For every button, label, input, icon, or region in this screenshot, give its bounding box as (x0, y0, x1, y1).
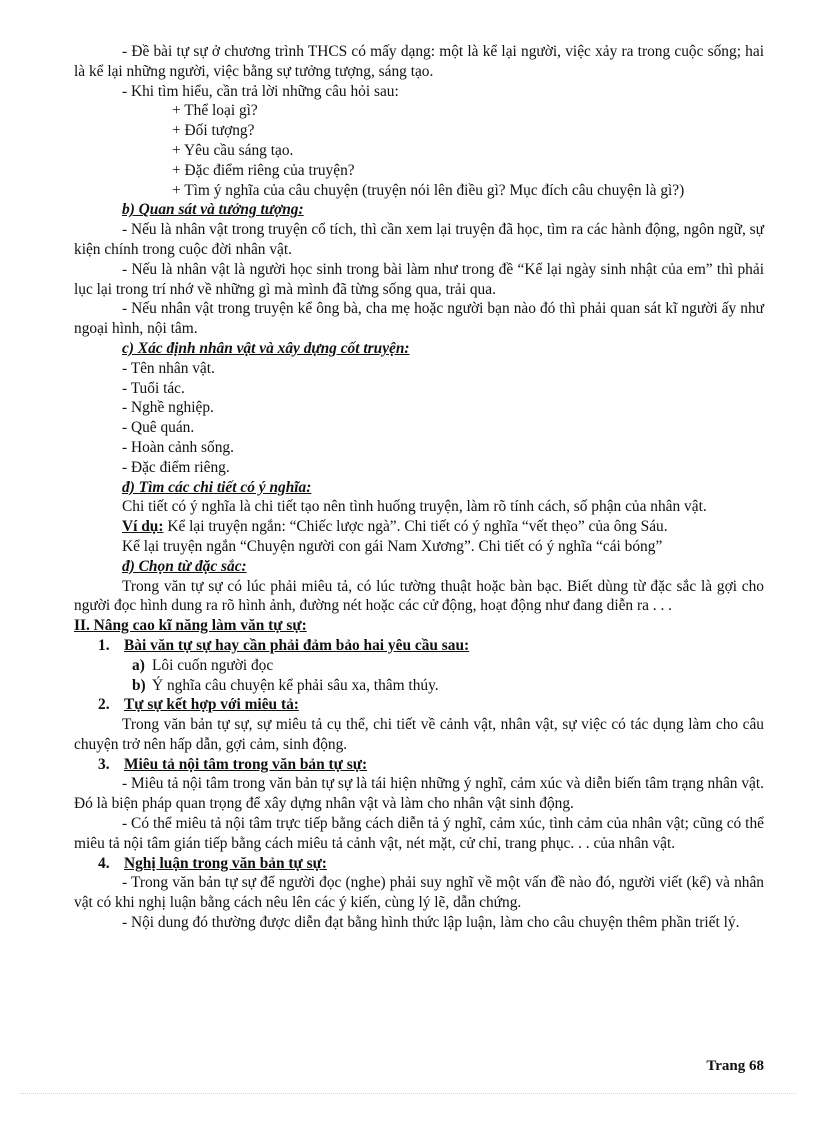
section-c-item: - Hoàn cảnh sống. (122, 438, 234, 456)
part-2-item-3-title: 3. Miêu tả nội tâm trong văn bản tự sự: (98, 755, 368, 773)
section-b-paragraph: - Nếu là nhân vật là người học sinh trong bài làm như trong đề “Kể lại ngày sinh nhật của em” thì phải lục lại trong trí nhớ về những gì mà mình đã từng sống qua, trải qua. (74, 260, 764, 298)
section-b-heading: b) Quan sát và tưởng tượng: (122, 201, 304, 219)
part-2-item-2-title: 2. Tự sự kết hợp với miêu tả: (98, 696, 299, 714)
part-2-item-1-sub: b) Ý nghĩa câu chuyện kể phải sâu xa, thâm thúy. (132, 676, 439, 694)
part-2-item-4-title: 4. Nghị luận trong văn bản tự sự: (98, 854, 327, 872)
question-item: + Đối tượng? (172, 122, 255, 140)
section-c-heading: c) Xác định nhân vật và xây dựng cốt truyện: (122, 339, 410, 357)
section-d-heading: đ) Tìm các chi tiết có ý nghĩa: (122, 478, 312, 496)
question-item: + Yêu cầu sáng tạo. (172, 141, 294, 159)
intro-paragraph-2: - Khi tìm hiểu, cần trả lời những câu hỏi sau: (122, 82, 399, 100)
question-item: + Đặc điểm riêng của truyện? (172, 161, 355, 179)
part-2-item-1-title: 1. Bài văn tự sự hay cần phải đảm bảo hai yêu cầu sau: (98, 636, 470, 654)
question-item: + Tìm ý nghĩa của câu chuyện (truyện nói lên điều gì? Mục đích câu chuyện là gì?) (172, 181, 685, 199)
part-2-item-3-paragraph: - Có thể miêu tả nội tâm trực tiếp bằng cách diễn tả ý nghĩ, cảm xúc, tình cảm của nhân vật; cũng có thể miêu tả nội tâm gián tiếp bằng cách miêu tả cảnh vật, nét mặt, cử chỉ, trang phục. . . của nhân vật. (74, 815, 764, 852)
part-2-item-3-paragraph: - Miêu tả nội tâm trong văn bản tự sự là tái hiện những ý nghĩ, cảm xúc và diễn biến tâm trạng nhân vật. Đó là biện pháp quan trọng để xây dựng nhân vật và làm cho nhân vật sinh động. (74, 775, 764, 813)
question-item: + Thể loại gì? (172, 102, 258, 120)
section-c-item: - Tên nhân vật. (122, 359, 215, 377)
section-b-paragraph: - Nếu là nhân vật trong truyện cổ tích, thì cần xem lại truyện đã học, tìm ra các hành động, ngôn ngữ, sự kiện chính trong cuộc đời nhân vật. (74, 221, 764, 258)
part-2-item-4-paragraph: - Nội dung đó thường được diễn đạt bằng hình thức lập luận, làm cho câu chuyện thêm phần triết lý. (122, 914, 740, 932)
intro-paragraph-1: - Đề bài tự sự ở chương trình THCS có mấy dạng: một là kể lại người, việc xảy ra trong cuộc sống; hai là kể lại những người, việc bằng sự tưởng tượng, sáng tạo. (74, 43, 764, 80)
section-e-paragraph: Trong văn tự sự có lúc phải miêu tả, có lúc tường thuật hoặc bàn bạc. Biết dùng từ đặc sắc là gợi cho người đọc hình dung ra rõ hình ảnh, đường nét hoặc các cử động, hoạt động như đang diễn ra . . . (74, 577, 764, 615)
page-divider (20, 1093, 796, 1094)
document-page (74, 42, 764, 933)
section-e-heading: đ) Chọn từ đặc sắc: (122, 557, 247, 575)
section-c-item: - Đặc điểm riêng. (122, 458, 230, 476)
section-d-example-2: Kể lại truyện ngắn “Chuyện người con gái Nam Xương”. Chi tiết có ý nghĩa “cái bóng” (122, 537, 663, 555)
section-c-item: - Nghề nghiệp. (122, 399, 214, 417)
part-2-item-2-paragraph: Trong văn bản tự sự, sự miêu tả cụ thể, chi tiết về cảnh vật, nhân vật, sự việc có tác dụng làm cho câu chuyện trở nên hấp dẫn, gợi cảm, sinh động. (74, 716, 764, 753)
example-label: Ví dụ: (122, 518, 164, 536)
page-number: Trang 68 (706, 1058, 764, 1074)
part-2-item-4-paragraph: - Trong văn bản tự sự để người đọc (nghe) phải suy nghĩ về một vấn đề nào đó, người viết (kể) và nhân vật có khi nghị luận bằng cách nêu lên các ý kiến, cùng lý lẽ, dẫn chứng. (74, 874, 764, 912)
part-2-heading: II. Nâng cao kĩ năng làm văn tự sự: (74, 617, 307, 635)
section-d-paragraph: Chi tiết có ý nghĩa là chi tiết tạo nên tình huống truyện, làm rõ tính cách, số phận của nhân vật. (122, 498, 707, 516)
section-b-paragraph: - Nếu nhân vật trong truyện kể ông bà, cha mẹ hoặc người bạn nào đó thì phải quan sát kĩ người ấy như ngoại hình, nội tâm. (74, 300, 764, 338)
part-2-item-1-sub: a) Lôi cuốn người đọc (132, 656, 274, 674)
section-c-item: - Tuổi tác. (122, 379, 185, 397)
section-d-example-1: Ví dụ: Kể lại truyện ngắn: “Chiếc lược ngà”. Chi tiết có ý nghĩa “vết thẹo” của ông Sáu. (122, 518, 668, 536)
section-c-item: - Quê quán. (122, 419, 195, 437)
